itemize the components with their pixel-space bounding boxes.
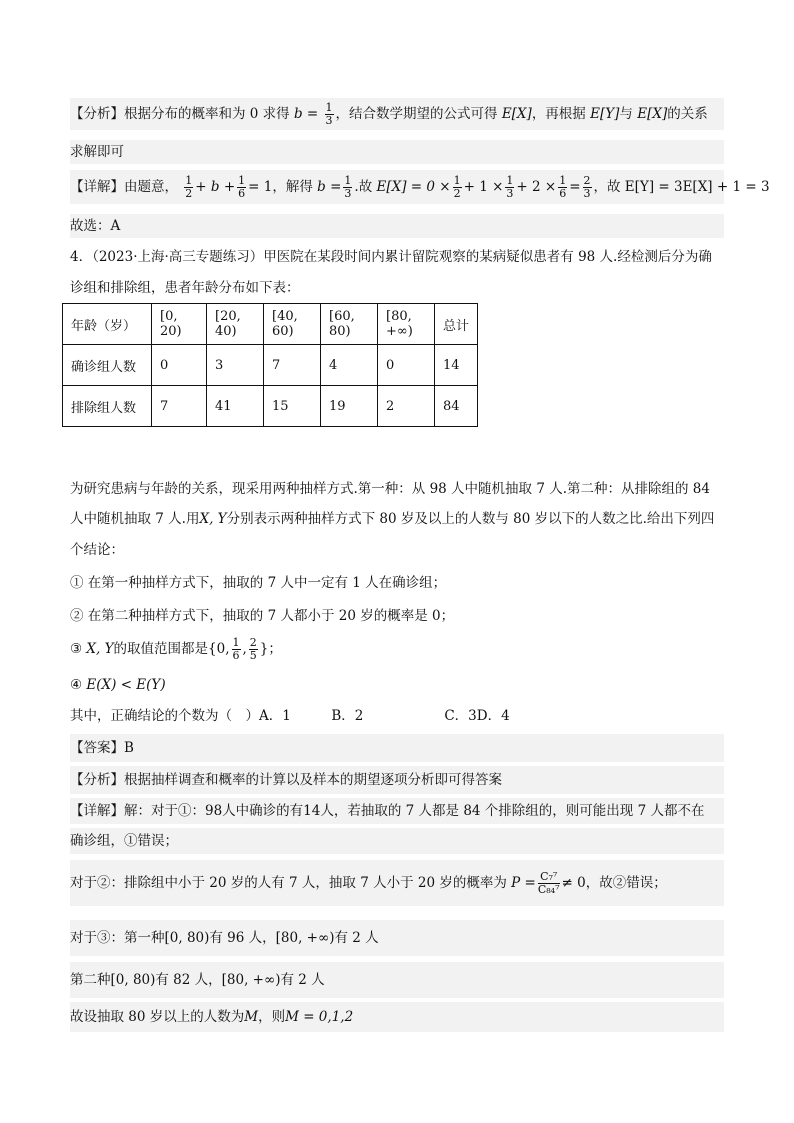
detail-text: ，则 — [258, 1009, 286, 1025]
math-b: b = — [293, 106, 319, 122]
detail-line6 — [70, 1002, 724, 1032]
table-cell: 2 — [378, 386, 435, 427]
detail-text: 对于②：排除组中小于 20 岁的人有 7 人，抽取 7 人小于 20 岁的概率为 — [70, 875, 507, 891]
table-cell: 19 — [321, 386, 378, 427]
detail-text: 确诊组，①错误； — [70, 833, 178, 849]
math-text: + 1 × — [463, 179, 504, 195]
fraction — [453, 175, 462, 200]
analysis-tag: 【分析】 — [70, 772, 124, 788]
detail-text: = 1，解得 — [248, 179, 313, 195]
fraction — [184, 175, 193, 200]
math-text: + 2 × — [516, 179, 557, 195]
table-header-cell: [80, +∞) — [378, 304, 435, 345]
frac-den: C₈₄⁷ — [537, 883, 560, 896]
frac-num: 2 — [249, 636, 257, 649]
frac-num: 1 — [344, 174, 352, 187]
frac-den: 2 — [185, 187, 193, 200]
frac-den: 5 — [249, 649, 257, 662]
table-header-cell: [60, 80) — [321, 304, 378, 345]
analysis-line — [70, 766, 724, 794]
table-cell: 3 — [207, 345, 264, 386]
question-text: 分别表示两种抽样方式下 80 岁及以上的人数与 80 岁以下的人数之比.给出下列四 — [226, 511, 715, 527]
frac-num: C₇⁷ — [538, 871, 560, 884]
math-text: P = — [511, 875, 536, 891]
math-vars: X, Y — [199, 511, 227, 527]
detail-text: 解：对于①：98人中确诊的有14人，若抽取的 7 人都是 84 个排除组的，则可能出现 7 人都不在 — [124, 803, 705, 819]
conclusion-text: ； — [268, 641, 282, 657]
table-cell: 7 — [152, 386, 207, 427]
frac-num: 1 — [325, 101, 333, 114]
question-text: 诊组和排除组，患者年龄分布如下表： — [70, 280, 300, 296]
detail-text: .故 — [354, 179, 373, 195]
frac-num: 1 — [185, 174, 193, 187]
detail-text: ，故 E[Y] = 3E[X] + 1 = 3 — [593, 179, 770, 195]
detail-text: 对于③：第一种[0, 80)有 96 人，[80, +∞)有 2 人 — [70, 930, 379, 946]
fraction — [232, 637, 241, 662]
q4-body-line3 — [70, 538, 724, 562]
choice-text: 故选：A — [70, 218, 121, 234]
answer-line — [70, 734, 724, 762]
analysis-text: 求解即可 — [70, 144, 124, 160]
conclusion-text: ② 在第二种抽样方式下，抽取的 7 人都小于 20 岁的概率是 0； — [70, 608, 455, 624]
detail-line1 — [70, 798, 724, 824]
math-text: M = 0,1,2 — [285, 1009, 354, 1025]
analysis-prev-line2 — [70, 140, 724, 164]
math-text: + b + — [195, 179, 236, 195]
fraction — [325, 102, 334, 127]
table-row — [63, 345, 478, 386]
table-header-cell: 年龄（岁） — [63, 304, 152, 345]
detail-line4 — [70, 920, 724, 956]
table-cell: 7 — [264, 345, 321, 386]
fraction — [505, 175, 514, 200]
table-header-row — [63, 304, 478, 345]
analysis-prev-line1 — [70, 98, 724, 130]
analysis-text: 根据分布的概率和为 0 求得 — [124, 106, 290, 122]
frac-den: 6 — [232, 649, 240, 662]
analysis-text: 根据抽样调查和概率的计算以及样本的期望逐项分析即可得答案 — [124, 772, 502, 788]
frac-den: 2 — [453, 187, 461, 200]
table-cell: 84 — [435, 386, 478, 427]
detail-text: 故设抽取 80 岁以上的人数为 — [70, 1009, 245, 1025]
question-text: 4．（2023·上海·高三专题练习）甲医院在某段时间内累计留院观察的某病疑似患者有 98 人.经检测后分为确 — [70, 249, 712, 265]
fraction — [538, 871, 560, 896]
question-tail — [70, 704, 724, 728]
frac-num: 1 — [232, 636, 240, 649]
frac-num: 1 — [238, 174, 246, 187]
table-header-cell: [0, 20) — [152, 304, 207, 345]
q4-line2 — [70, 276, 724, 300]
analysis-tag: 【分析】 — [70, 106, 124, 122]
frac-den: 3 — [325, 114, 333, 127]
math-vars: X, Y — [86, 641, 114, 657]
answer-tag: 【答案】 — [70, 740, 124, 756]
question-text: 为研究患病与年龄的关系，现采用两种抽样方式.第一种：从 98 人中随机抽取 7 人.第二种：从排除组的 84 — [70, 481, 710, 497]
table-cell: 4 — [321, 345, 378, 386]
conclusion-text: ③ — [70, 641, 83, 657]
fraction — [343, 175, 352, 200]
detail-line3 — [70, 860, 724, 906]
detail-tag: 【详解】 — [70, 179, 124, 195]
detail-prev-line — [70, 170, 770, 204]
frac-num: 2 — [583, 174, 591, 187]
table-cell: 14 — [435, 345, 478, 386]
analysis-text: ，结合数学期望的公式可得 — [335, 106, 498, 122]
frac-num: 1 — [453, 174, 461, 187]
table-cell: 确诊组人数 — [63, 345, 152, 386]
conclusion-4 — [70, 673, 724, 697]
math-text: E[X] = 0 × — [376, 179, 451, 195]
q4-line1 — [70, 245, 724, 269]
conclusion-text: ④ — [70, 677, 83, 693]
math-set: } — [259, 641, 269, 657]
detail-line5 — [70, 962, 724, 998]
math-var: M — [244, 1009, 259, 1025]
detail-text: 由题意， — [124, 179, 178, 195]
frac-den: 3 — [344, 187, 352, 200]
math-ex: E[X] — [637, 106, 668, 122]
math-text: = — [569, 179, 581, 195]
answer-value: B — [124, 740, 134, 756]
math-set: {0, — [208, 641, 230, 657]
math-ey: E[Y] — [590, 106, 620, 122]
conclusion-1 — [70, 571, 724, 595]
math-b: b = — [317, 179, 342, 195]
frac-den: 6 — [559, 187, 567, 200]
math-ex: E[X] — [501, 106, 532, 122]
math-expr: E(X) < E(Y) — [86, 677, 166, 693]
fraction — [558, 175, 567, 200]
frac-den: 3 — [583, 187, 591, 200]
detail-text: ≠ 0，故②错误； — [561, 875, 667, 891]
frac-den: 6 — [238, 187, 246, 200]
detail-text: 第二种[0, 80)有 82 人，[80, +∞)有 2 人 — [70, 972, 325, 988]
q4-body-line2 — [70, 507, 724, 531]
table-header-cell: 总计 — [435, 304, 478, 345]
analysis-text: ，再根据 — [531, 106, 586, 122]
table-header-cell: [40, 60) — [264, 304, 321, 345]
q4-body-line1 — [70, 477, 724, 501]
frac-num: 1 — [559, 174, 567, 187]
table-cell: 排除组人数 — [63, 386, 152, 427]
table-cell: 0 — [152, 345, 207, 386]
table-cell: 0 — [378, 345, 435, 386]
detail-tag: 【详解】 — [70, 803, 124, 819]
question-text: 人中随机抽取 7 人.用 — [70, 511, 200, 527]
conclusion-text: ① 在第一种抽样方式下，抽取的 7 人中一定有 1 人在确诊组； — [70, 575, 447, 591]
analysis-text: 的关系 — [667, 106, 708, 122]
question-text: 其中，正确结论的个数为（ ）A．1 B．2 C．3D．4 — [70, 708, 510, 724]
age-distribution-table — [62, 303, 478, 427]
fraction — [583, 175, 592, 200]
frac-den: 3 — [506, 187, 514, 200]
table-header-cell: [20, 40) — [207, 304, 264, 345]
table-cell: 41 — [207, 386, 264, 427]
question-text: 个结论： — [70, 542, 124, 558]
conclusion-3 — [70, 632, 724, 666]
fraction — [237, 175, 246, 200]
math-set: , — [242, 641, 247, 657]
analysis-text: 与 — [619, 106, 633, 122]
conclusion-text: 的取值范围都是 — [113, 641, 209, 657]
fraction — [249, 637, 258, 662]
table-cell: 15 — [264, 386, 321, 427]
conclusion-2 — [70, 604, 724, 628]
detail-line2 — [70, 828, 724, 854]
table-row — [63, 386, 478, 427]
frac-num: 1 — [506, 174, 514, 187]
choice-prev — [70, 214, 724, 238]
